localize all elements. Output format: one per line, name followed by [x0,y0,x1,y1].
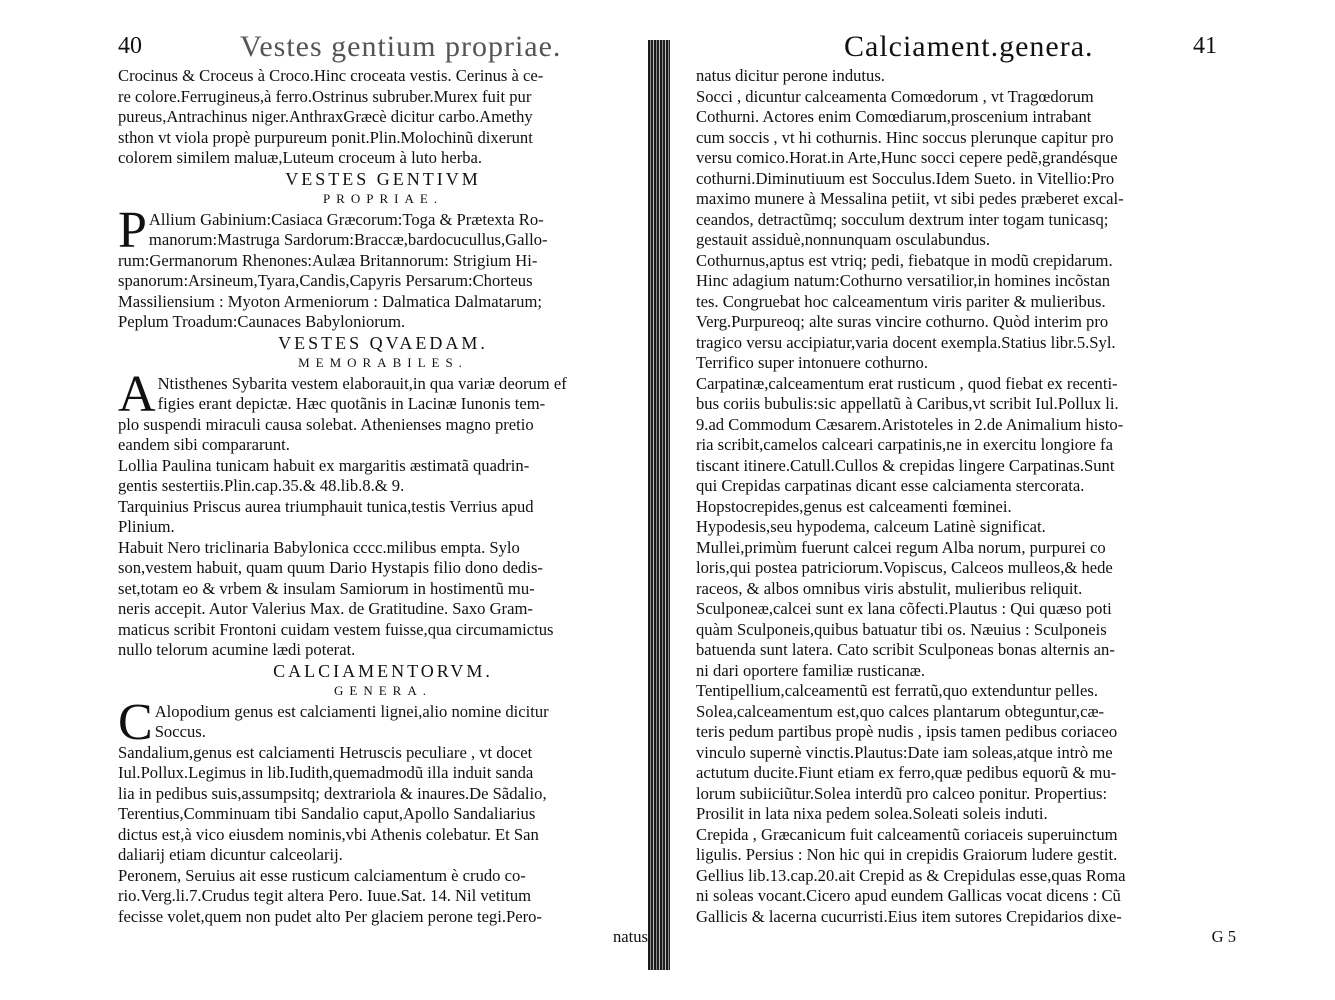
text-line: Plinium. [118,517,175,536]
text-line: lia in pedibus suis,assumpsitq; dextrariola & inaures.De Sãdalio, [118,783,547,803]
text-line: neris accepit. Autor Valerius Max. de Gratitudine. Saxo Gram- [118,599,533,618]
text-line: loris,qui postea patriciorum.Vopiscus, Calceos mulleos,& hede [696,558,1113,577]
text-line: ceandos, detractũmq; socculum dextrum inter togam tunicasq; [696,209,1109,229]
drop-cap: A [118,365,156,423]
text-line: Sandalium,genus est calciamenti Hetruscis peculiare , vt docet [118,742,533,762]
left-running-head: Vestes gentium propriae. [240,30,562,63]
text-line: Soccus. [154,722,206,741]
text-line: Lollia Paulina tunicam habuit ex margaritis æstimatã quadrin- [118,455,530,475]
memorabiles-paragraph [118,365,648,661]
text-line: Ntisthenes Sybarita vestem elaborauit,in qua variæ deorum ef [157,373,567,393]
text-line: pureus,Antrachinus niger.AnthraxGræcè dicitur carbo.Amethy [118,107,533,126]
text-line: bus coriis bubulis:sic appellatũ à Caribus,vt scribit Iul.Pollux li. [696,394,1119,413]
text-line: Hinc adagium natum:Cothurno versatilior,in homines incõstan [696,271,1111,290]
text-line: re colore.Ferrugineus,à ferro.Ostrinus subruber.Murex fuit pur [118,86,532,106]
text-line: Socci , dicuntur calceamenta Comœdorum , vt Tragœdorum [696,86,1094,106]
left-text-block [118,66,648,948]
text-line: daliarij etiam dicuntur calceolarij. [118,845,343,864]
section-heading: VESTES GENTIVM [285,168,481,189]
text-line: Gallicis & lacerna cucurristi.Eius item sutores Crepidarios dixe- [696,906,1122,926]
text-line: teris pedum partibus propè nudis , ipsis tamen pedibus coriaceo [696,722,1118,741]
text-line: Iul.Pollux.Legimus in lib.Iudith,quemadmodũ illa induit sanda [118,763,534,782]
text-line: dictus est,à vico eiusdem nominis,vbi Athenis colebatur. Et San [118,824,539,844]
text-line: Verg.Purpureoq; alte suras vincire cothurno. Quòd interim pro [696,312,1109,331]
text-line: Terentius,Comminuam tibi Sandalio caput,Apollo Sandaliarius [118,804,536,823]
text-line: lorum subiiciũtur.Solea interdũ pro calceo ponitur. Propertius: [696,783,1108,803]
text-line: Habuit Nero triclinaria Babylonica cccc.milibus empta. Sylo [118,537,520,557]
text-line: Alopodium genus est calciamenti lignei,alio nomine dicitur [154,701,549,721]
text-line: Solea,calceamentum est,quo calces plantarum obteguntur,cæ- [696,701,1105,721]
right-running-head: Calciament.genera. [844,30,1094,63]
text-line: tes. Congruebat hoc calceamentum viris pariter & mulieribus. [696,291,1106,311]
text-line: Terrifico super intonuere cothurno. [696,353,928,372]
text-line: Mullei,primùm fuerunt calcei regum Alba norum, purpurei co [696,537,1106,557]
right-page-number: 41 [1193,33,1217,59]
text-line: Peplum Troadum:Caunaces Babyloniorum. [118,312,406,331]
text-line: Gellius lib.13.cap.20.ait Crepid as & Crepidulas esse,quas Roma [696,865,1126,885]
text-line: ligulis. Persius : Non hic qui in crepidis Graiorum ludere gestit. [696,845,1118,864]
text-line: tragico versu accipiatur,varia docent exempla.Statius libr.5.Syl. [696,332,1116,352]
section-subheading: MEMORABILES. [298,355,468,370]
calciamenta-paragraph [118,693,648,928]
text-line: spanorum:Arsineum,Tyara,Candis,Capyris Persarum:Chorteus [118,271,533,290]
text-line: set,totam eo & vrbem & insulam Samiorum in hostimentũ mu- [118,578,535,598]
text-line: Carpatinæ,calceamentum erat rusticum , quod fiebat ex recenti- [696,373,1118,393]
text-line: colorem similem maluæ,Luteum croceum à luto herba. [118,148,483,167]
left-page [0,0,660,1000]
signature-mark: G 5 [1211,927,1236,946]
section-subheading: GENERA. [334,683,432,698]
text-line: sthon vt viola propè purpureum ponit.Plin.Molochinũ dixerunt [118,127,533,147]
text-line: Cothurnus,aptus est vtriq; pedi, fiebatque in modũ crepidarum. [696,250,1113,270]
text-line: raceos, & albos omnibus viris abstulit, mulieribus reliquit. [696,578,1083,598]
text-line: Prosilit in lata nixa pedem solea.Soleati soleis induti. [696,804,1048,823]
catchword: natus [612,927,648,946]
gentium-paragraph [118,201,648,333]
text-line: ni soleas vocant.Cicero apud eundem Gallicas vocat dicens : Cũ [696,886,1121,905]
section-subheading: PROPRIAE. [322,191,444,206]
text-line: nullo telorum acumine lædi poterat. [118,640,356,659]
text-line: Crepida , Græcanicum fuit calceamentũ coriaceis superuinctum [696,824,1118,844]
text-line: batuenda sunt latera. Cato scribit Sculponeas bonas alternis an- [696,640,1115,659]
left-page-number: 40 [118,33,142,59]
text-line: manorum:Mastruga Sardorum:Braccæ,bardocucullus,Gallo- [148,230,548,249]
text-line: vinculo supernè vinctis.Plautus:Date iam soleas,atque intrò me [696,742,1113,762]
text-line: 9.ad Commodum Cæsarem.Aristoteles in 2.de Animalium histo- [696,414,1124,434]
text-line: ria scribit,camelos calceari carpatinis,ne in exercitu longiore fa [696,435,1113,454]
text-line: cum soccis , vt hi cothurnis. Hinc soccus plerunque capitur pro [696,127,1114,147]
text-line: rum:Germanorum Rhenones:Aulæa Britannorum: Strigium Hi- [118,250,538,270]
text-line: son,vestem habuit, quam quum Dario Hystapis filio dono dedis- [118,558,543,577]
text-line: gestauit assiduè,nonnunquam osculabundus. [696,230,991,249]
text-line: plo suspendi miraculi causa solebat. Athenienses magno pretio [118,414,534,434]
text-line: maximo munere à Messalina petiit, vt sibi pedes præberet excal- [696,189,1124,208]
text-line: Peronem, Seruius ait esse rusticum calciamentum è crudo co- [118,865,526,885]
colors-paragraph [118,66,648,169]
text-line: eandem sibi compararunt. [118,435,290,454]
text-line: Tarquinius Priscus aurea triumphauit tunica,testis Verrius apud [118,496,534,516]
text-line: gentis sestertiis.Plin.cap.35.& 48.lib.8.& 9. [118,476,405,495]
drop-cap: P [118,201,147,259]
text-line: figies erant depictæ. Hæc quotãnis in Lacinæ Iunonis tem- [157,394,546,413]
text-line: Crocinus & Croceus à Croco.Hinc croceata vestis. Cerinus à ce- [118,66,544,85]
text-line: tiscant itinere.Catull.Cullos & crepidas lingere Carpatinas.Sunt [696,455,1115,475]
text-line: maticus scribit Frontoni cuidam vestem fuisse,qua circumamictus [118,619,554,639]
text-line: fecisse volet,quem non pudet alto Per glaciem perone tegi.Pero- [118,906,542,926]
text-line: ni dari oportere familiæ rusticanæ. [696,660,926,680]
right-text-block [696,66,1236,948]
text-line: natus dicitur perone indutus. [696,66,885,85]
text-line: Massiliensium : Myoton Armeniorum : Dalmatica Dalmatarum; [118,291,542,311]
text-line: cothurni.Diminutiuum est Socculus.Idem Sueto. in Vitellio:Pro [696,168,1115,188]
text-line: Cothurni. Actores enim Comœdiarum,proscenium intrabant [696,107,1092,126]
text-line: quàm Sculponeis,quibus batuatur tibi os. Næuius : Sculponeis [696,619,1107,639]
left-page-header [0,28,660,68]
text-line: Allium Gabinium:Casiaca Græcorum:Toga & Prætexta Ro- [148,209,544,229]
text-line: versu comico.Horat.in Arte,Hunc socci cepere pedẽ,grandésque [696,148,1118,167]
section-heading: VESTES QVAEDAM. [278,332,488,353]
right-page-header [668,28,1335,68]
text-line: Tentipellium,calceamentũ est ferratũ,quo extenduntur pelles. [696,681,1099,700]
text-line: Sculponeæ,calcei sunt ex lana cõfecti.Plautus : Qui quæso poti [696,599,1112,618]
text-line: Hopstocrepides,genus est calceamenti fœminei. [696,496,1012,516]
text-line: Hypodesis,seu hypodema, calceum Latinè significat. [696,517,1046,536]
drop-cap: C [118,693,153,751]
book-gutter [648,40,670,970]
text-line: qui Crepidas carpatinas dicant esse calciamenta stercorata. [696,476,1085,495]
text-line: rio.Verg.li.7.Crudus tegit altera Pero. Iuue.Sat. 14. Nil vetitum [118,886,532,905]
section-heading: CALCIAMENTORVM. [273,660,493,681]
text-line: actutum ducite.Fiunt etiam ex ferro,quæ pedibus equorũ & mu- [696,763,1117,782]
right-page [668,0,1335,1000]
